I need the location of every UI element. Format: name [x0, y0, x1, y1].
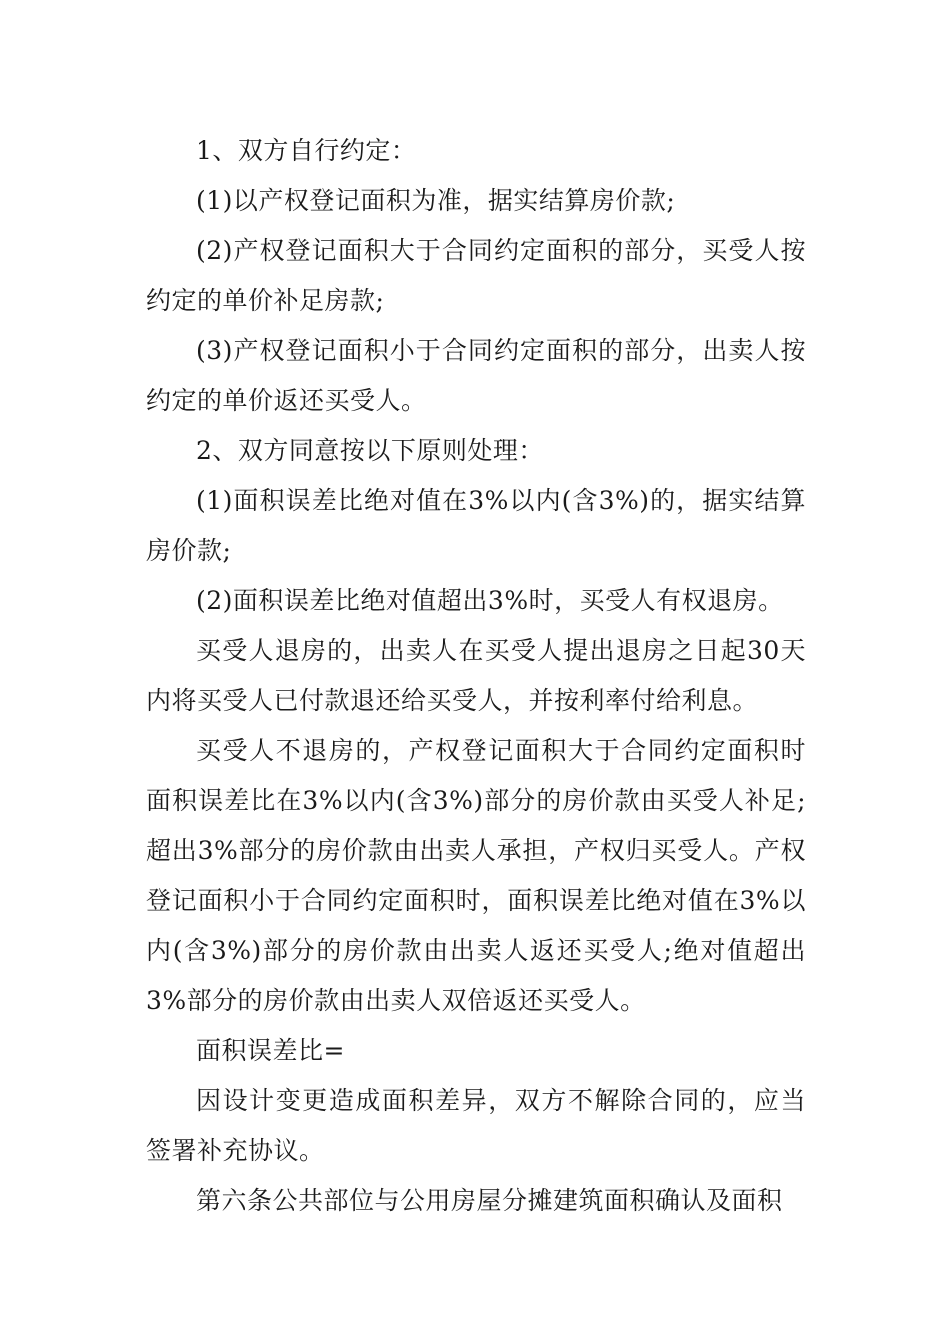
no-refund-paragraph: 买受人不退房的，产权登记面积大于合同约定面积时面积误差比在3%以内(含3%)部分的房价款由买受人补足;超出3%部分的房价款由出卖人承担，产权归买受人。产权登记面积小于合同约定面积时，面积误差比绝对值在3%以内(含3%)部分的房价款由出卖人返还买受人;绝对值超出3%部分的房价款由出卖人双倍返还买受人。 [146, 736, 806, 1015]
design-change-paragraph: 因设计变更造成面积差异，双方不解除合同的，应当签署补充协议。 [146, 1086, 806, 1165]
clause-1-heading: 1、双方自行约定： [196, 136, 417, 165]
article-six-heading: 第六条公共部位与公用房屋分摊建筑面积确认及面积 [196, 1186, 783, 1215]
clause-2-item-2: (2)面积误差比绝对值超出3%时，买受人有权退房。 [196, 586, 784, 615]
area-error-ratio-formula: 面积误差比= [196, 1036, 345, 1065]
clause-1-item-3: (3)产权登记面积小于合同约定面积的部分，出卖人按约定的单价返还买受人。 [146, 336, 806, 415]
refund-paragraph: 买受人退房的，出卖人在买受人提出退房之日起30天内将买受人已付款退还给买受人，并按利率付给利息。 [146, 636, 806, 715]
document-body [146, 126, 806, 1226]
clause-2-heading: 2、双方同意按以下原则处理： [196, 436, 544, 465]
clause-1-item-1: (1)以产权登记面积为准，据实结算房价款; [196, 186, 676, 215]
clause-2-item-1: (1)面积误差比绝对值在3%以内(含3%)的，据实结算房价款; [146, 486, 806, 565]
clause-1-item-2: (2)产权登记面积大于合同约定面积的部分，买受人按约定的单价补足房款; [146, 236, 806, 315]
